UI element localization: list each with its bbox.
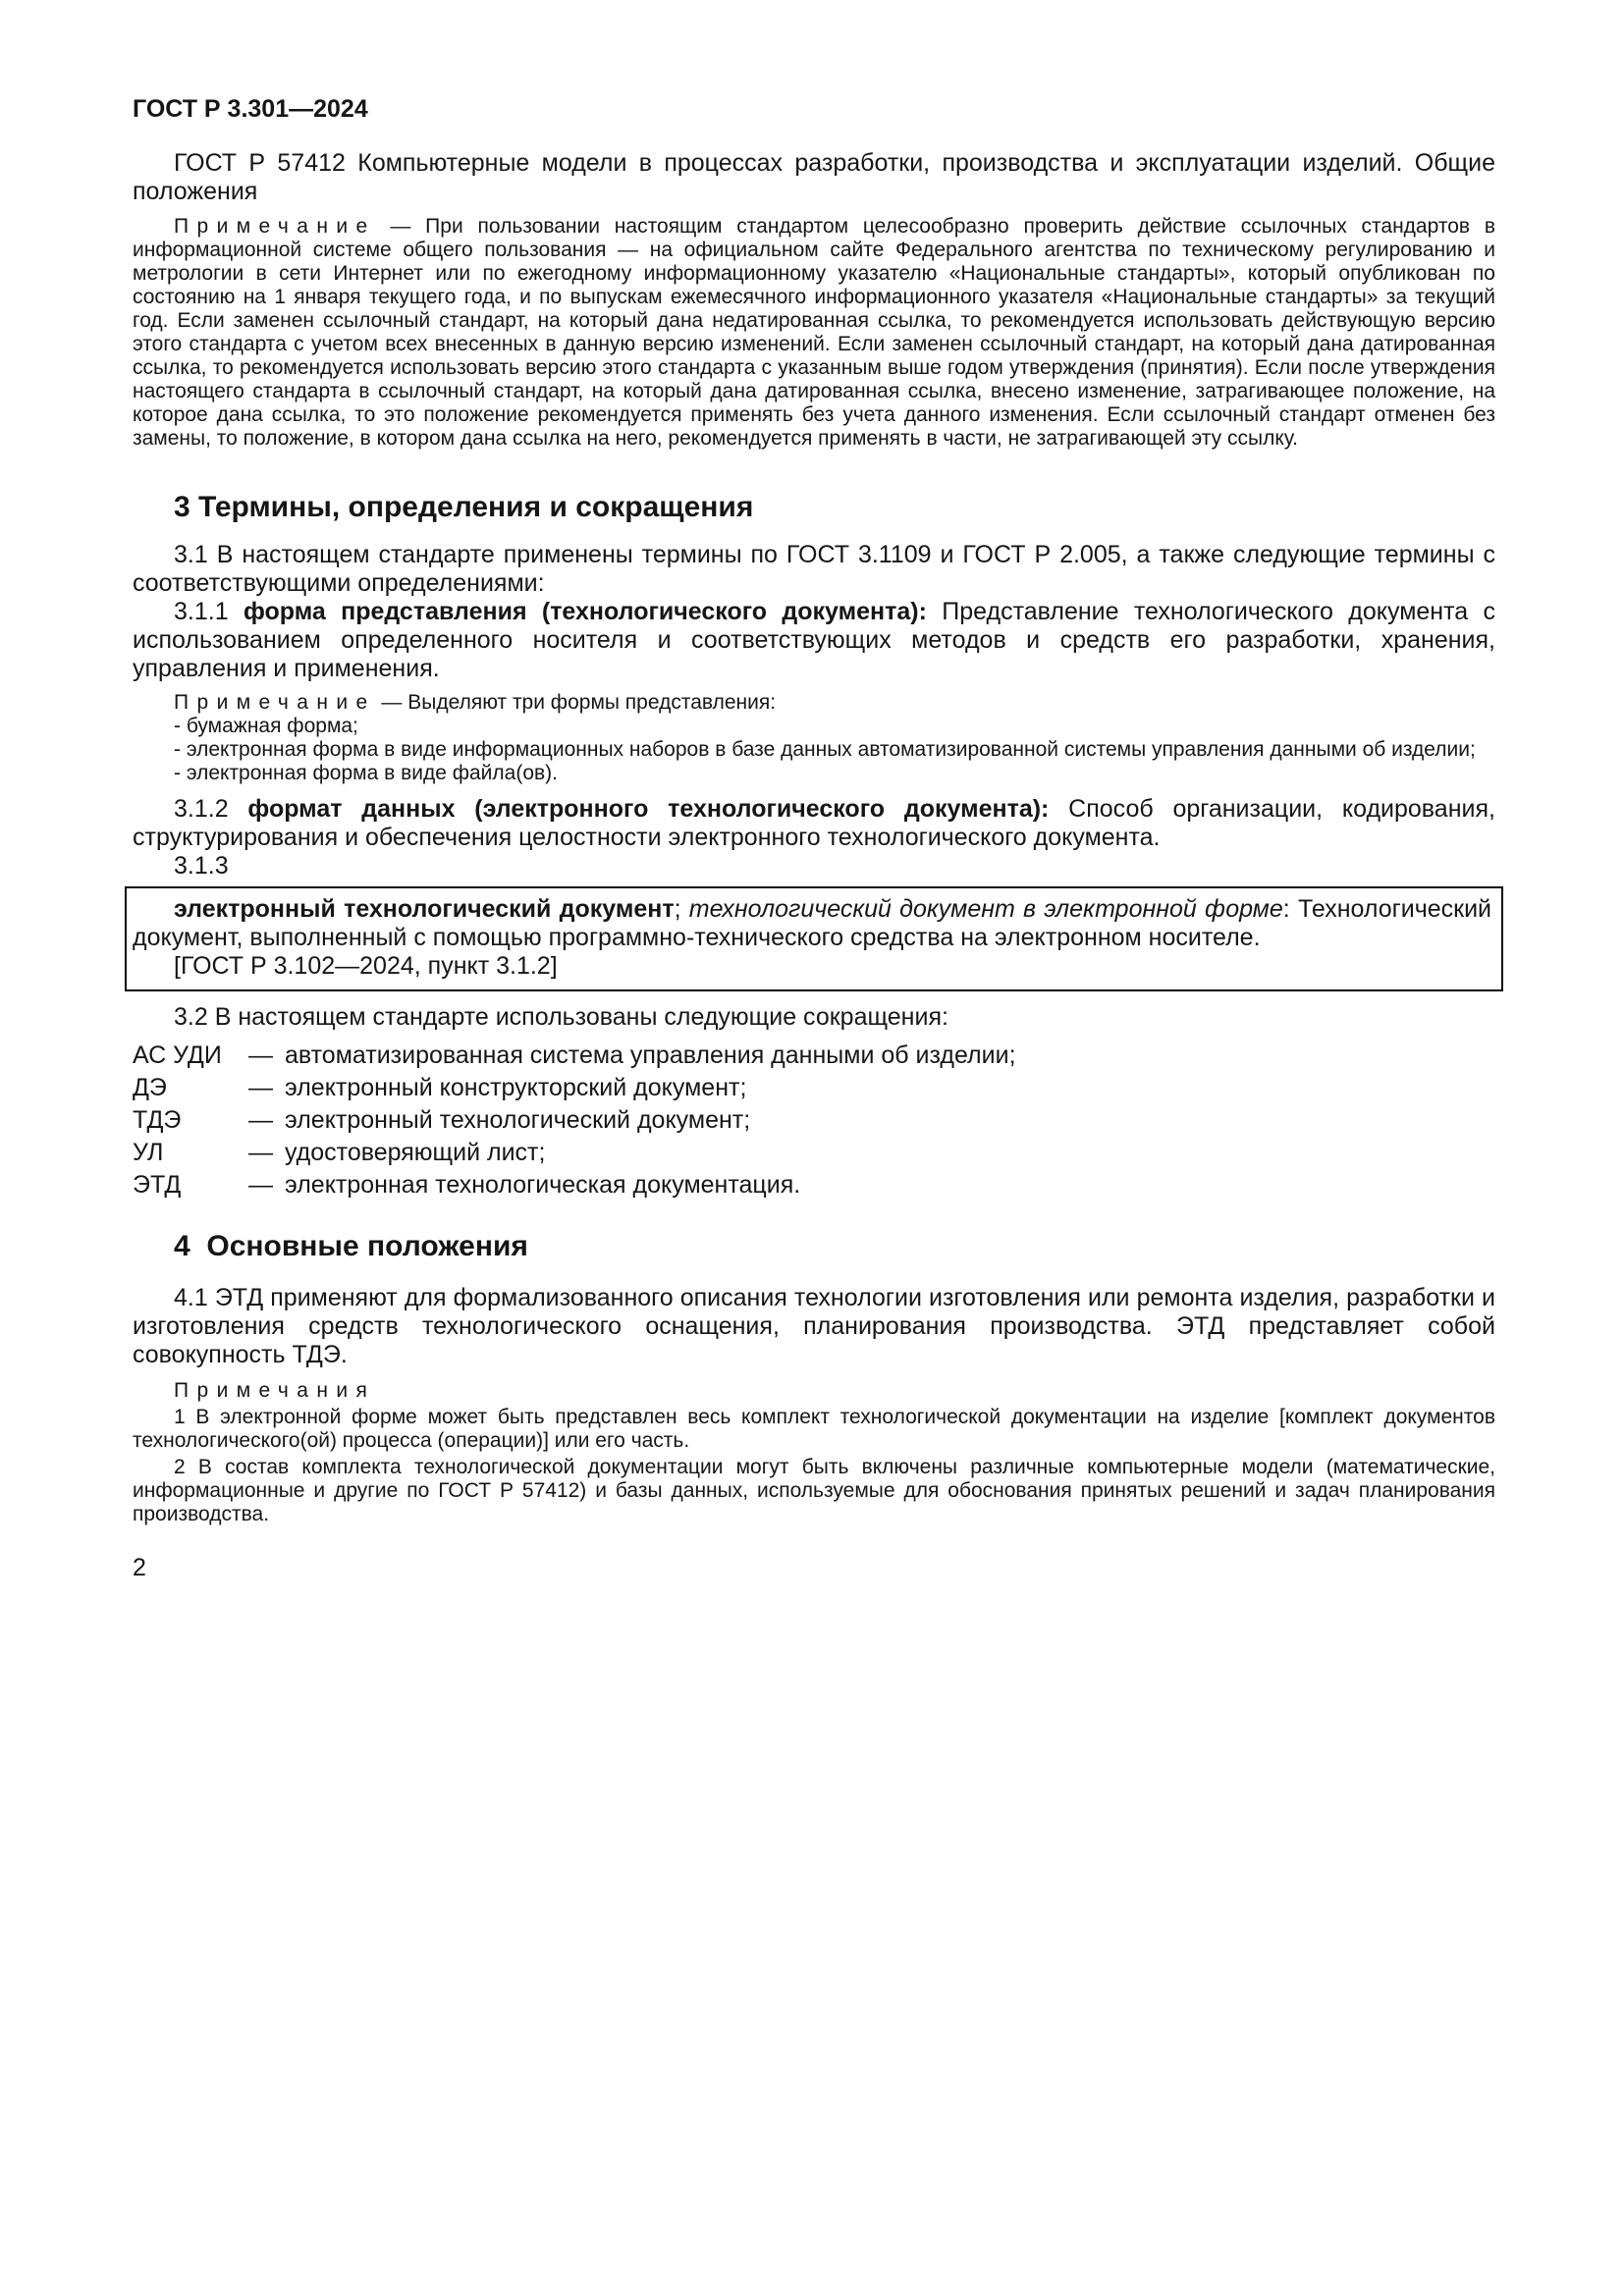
box-colon: : — [1282, 895, 1290, 923]
note-item: 2 В состав комплекта технологической документации могут быть включены различные компьютерные модели (математические, информационные и другие по ГОСТ Р 57412) и базы данных, используемые для обоснования принятых решений и задач планирования производства. — [133, 1456, 1495, 1525]
notes-label: Примечания — [174, 1379, 376, 1402]
term-definition-box — [125, 886, 1503, 991]
page-number: 2 — [133, 1554, 146, 1581]
notes-label-line — [133, 1379, 1495, 1403]
abbreviation-definition: электронный конструкторский документ; — [285, 1074, 747, 1101]
abbreviation-key: УЛ — [133, 1139, 164, 1166]
term-name: форма представления (технологического документа): — [243, 598, 927, 625]
abbreviation-key: АС УДИ — [133, 1041, 222, 1069]
abbreviation-dash: — — [248, 1041, 273, 1069]
abbreviation-key: ТДЭ — [133, 1106, 182, 1134]
note-label: Примечание — [174, 691, 376, 714]
note-item: 1 В электронной форме может быть представлен весь комплект технологической документации на изделие [комплект документов технологического(ой) процесса (операции)] или его часть. — [133, 1406, 1495, 1452]
abbreviation-key: ЭТД — [133, 1171, 182, 1199]
abbreviation-dash: — — [248, 1171, 273, 1199]
clause-number: 3.1.1 — [174, 598, 229, 625]
note-text: — При пользовании настоящим стандартом целесообразно проверить действие ссылочных стандартов в информационной системе общего пользования — на официальном сайте Федерального агентства по техническому регулированию и метрологии в сети Интернет или по ежегодному информационному указателю «Национальные стандарты», который опубликован по состоянию на 1 января текущего года, и по выпускам ежемесячного информационного указателя «Национальные стандарты» за текущий год. Если заменен ссылочный стандарт, на который дана недатированная ссылка, то рекомендуется использовать действующую версию этого стандарта с учетом всех внесенных в данную версию изменений. Если заменен ссылочный стандарт, на который дана датированная ссылка, то рекомендуется использовать версию этого стандарта с указанным выше годом утверждения (принятия). Если после утверждения настоящего стандарта в ссылочный стандарт, на который дана датированная ссылка, внесено изменение, затрагивающее положение, на которое дана ссылка, то это положение рекомендуется применять без учета данного изменения. Если ссылочный стандарт отменен без замены, то положение, в котором дана ссылка на него, рекомендуется применять в части, не затрагивающей эту ссылку. — [133, 215, 1495, 450]
note-list-item: - бумажная форма; — [174, 715, 358, 737]
note-list-item: - электронная форма в виде информационных наборов в базе данных автоматизированной системы управления данными об изделии; — [174, 738, 1476, 761]
note-text: — Выделяют три формы представления: — [381, 691, 777, 714]
abbreviation-row — [133, 1041, 1495, 1070]
box-definition-paragraph — [133, 895, 1491, 952]
term-definition: Представление технологического документа с использованием определенного носителя и соответствующих методов и средств его разработки, хранения, управления и применения. — [133, 598, 1495, 682]
paragraph-3-1-3-number: 3.1.3 — [174, 852, 229, 880]
abbreviation-definition: электронная технологическая документация. — [285, 1171, 801, 1199]
abbreviation-dash: — — [248, 1139, 273, 1166]
box-separator: ; — [674, 895, 681, 923]
notes-block — [133, 1379, 1495, 1526]
paragraph-3-1-2 — [133, 795, 1495, 852]
abbreviation-row — [133, 1139, 1495, 1167]
paragraph-3-1-1 — [133, 598, 1495, 683]
clause-number: 3.1.2 — [174, 795, 229, 823]
paragraph-3-1: 3.1 В настоящем стандарте применены термины по ГОСТ 3.1109 и ГОСТ Р 2.005, а также следующие термины с соответствующими определениями: — [133, 541, 1495, 597]
term-definition: Способ организации, кодирования, структурирования и обеспечения целостности электронного технологического документа. — [133, 795, 1495, 851]
note-label: Примечание — [174, 215, 376, 238]
abbreviation-row — [133, 1106, 1495, 1135]
abbreviation-row — [133, 1171, 1495, 1200]
abbreviation-definition: удостоверяющий лист; — [285, 1139, 546, 1166]
section-4-heading: 4 Основные положения — [174, 1230, 528, 1262]
section-3-heading: 3 Термины, определения и сокращения — [174, 491, 754, 523]
paragraph-4-1: 4.1 ЭТД применяют для формализованного описания технологии изготовления или ремонта изделия, разработки и изготовления средств технологического оснащения, планирования производства. ЭТД представляет собой совокупность ТДЭ. — [133, 1284, 1495, 1368]
term-name: формат данных (электронного технологического документа): — [247, 795, 1050, 823]
reference-paragraph: ГОСТ Р 57412 Компьютерные модели в процессах разработки, производства и эксплуатации изделий. Общие положения — [133, 149, 1495, 205]
box-synonym: технологический документ в электронной форме — [688, 895, 1283, 923]
page-content — [133, 95, 1495, 1582]
note-presentation-forms — [133, 691, 1495, 785]
paragraph-3-2: 3.2 В настоящем стандарте использованы следующие сокращения: — [174, 1003, 948, 1031]
running-header: ГОСТ Р 3.301—2024 — [133, 95, 368, 123]
abbreviation-list — [133, 1041, 1495, 1200]
box-definition: Технологический документ, выполненный с помощью программно-технического средства на электронном носителе. — [133, 895, 1492, 951]
abbreviation-definition: электронный технологический документ; — [285, 1106, 751, 1134]
abbreviation-dash: — — [248, 1074, 273, 1101]
note-standards-check — [133, 215, 1495, 451]
abbreviation-dash: — — [248, 1106, 273, 1134]
note-head — [133, 691, 1495, 715]
box-source: [ГОСТ Р 3.102—2024, пункт 3.1.2] — [174, 952, 558, 980]
abbreviation-key: ДЭ — [133, 1074, 167, 1101]
box-term: электронный технологический документ — [174, 895, 675, 923]
abbreviation-row — [133, 1074, 1495, 1102]
note-list-item: - электронная форма в виде файла(ов). — [174, 762, 559, 784]
abbreviation-definition: автоматизированная система управления данными об изделии; — [285, 1041, 1016, 1069]
